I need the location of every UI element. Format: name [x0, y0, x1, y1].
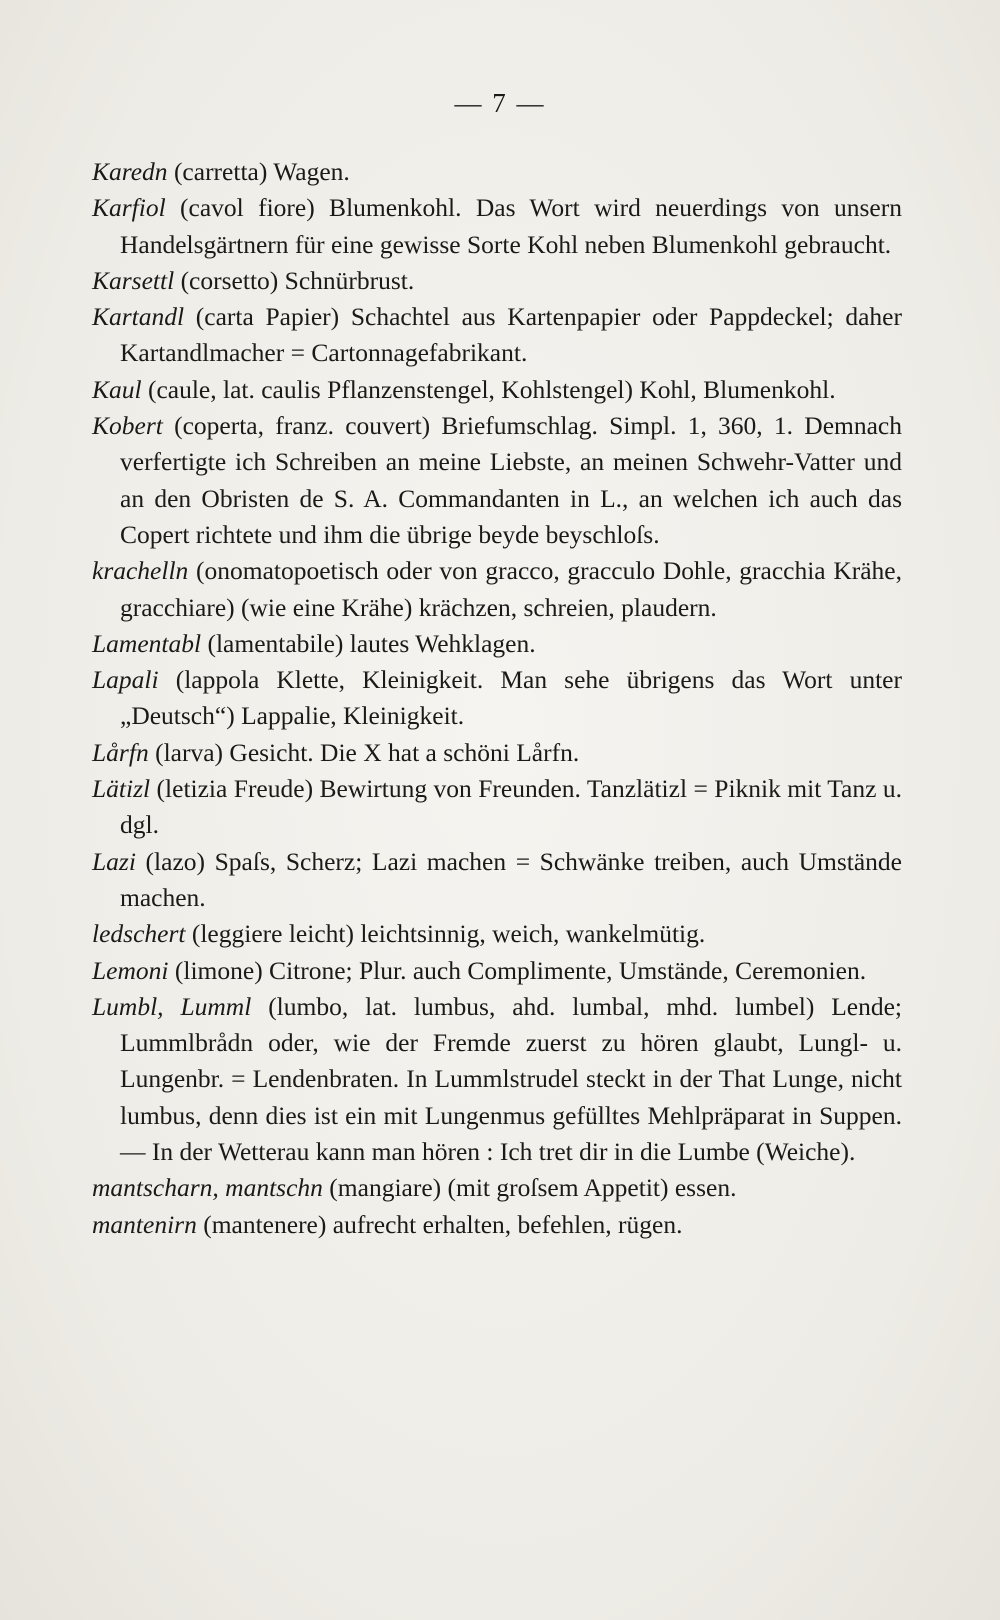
- entry-text: (leggiere leicht) leichtsinnig, weich, wankelmütig.: [185, 919, 706, 949]
- lemma: Karfiol: [92, 193, 166, 223]
- entry-karfiol: [92, 190, 902, 263]
- lemma: Kaul: [92, 374, 142, 404]
- entry-text: (lappola Klette, Kleinigkeit. Man sehe übrigens das Wort unter „Deutsch“) Lappalie, Kleinigkeit.: [120, 665, 902, 731]
- entry-mantscharn: [92, 1170, 902, 1206]
- lemma: Lemoni: [92, 955, 169, 985]
- entry-text: (letizia Freude) Bewirtung von Freunden. Tanzlätizl = Piknik mit Tanz u. dgl.: [120, 774, 902, 840]
- lemma: Karsettl: [92, 265, 175, 295]
- entry-mantenirn: [92, 1207, 902, 1243]
- entry-kobert: [92, 408, 902, 553]
- entry-text: (onomatopoetisch oder von gracco, gracculo Dohle, gracchia Krähe, gracchiare) (wie eine Krähe) krächzen, schreien, plaudern.: [120, 556, 902, 622]
- entry-lapali: [92, 662, 902, 735]
- lemma: Lårfn: [92, 737, 149, 767]
- entry-ledschert: [92, 916, 902, 952]
- lemma: krachelln: [92, 556, 189, 586]
- entry-text: (carta Papier) Schachtel aus Kartenpapier oder Pappdeckel; daher Kartandlmacher = Cartonnagefabrikant.: [120, 302, 902, 368]
- lemma: ledschert: [92, 919, 186, 949]
- entry-karedn: [92, 154, 902, 190]
- entry-lazi: [92, 844, 902, 917]
- lemma: Kobert: [92, 411, 163, 441]
- lemma: Lapali: [92, 665, 159, 695]
- page-number: — 7 —: [454, 88, 546, 118]
- lemma: mantscharn, mantschn: [92, 1173, 323, 1203]
- entry-text: (lamentabile) lautes Wehklagen.: [201, 628, 536, 658]
- entry-latizl: [92, 771, 902, 844]
- entry-text: (lumbo, lat. lumbus, ahd. lumbal, mhd. lumbel) Lende; Lummlbrådn oder, wie der Fremde zuerst zu hören glaubt, Lungl- u. Lungenbr. = Lendenbraten. In Lummlstrudel steckt in der That Lunge, nicht lumbus, denn dies ist ein mit Lungenmus gefülltes Mehlpräparat in Suppen. — In der Wetterau kann man hören : Ich tret dir in die Lumbe (Weiche).: [120, 991, 902, 1167]
- entry-kaul: [92, 372, 902, 408]
- lemma: mantenirn: [92, 1209, 197, 1239]
- entry-text: (caule, lat. caulis Pflanzenstengel, Kohlstengel) Kohl, Blumenkohl.: [141, 374, 836, 404]
- entry-kartandl: [92, 299, 902, 372]
- entry-text: (cavol fiore) Blumenkohl. Das Wort wird neuerdings von unsern Handelsgärtnern für eine gewisse Sorte Kohl neben Blumenkohl gebraucht.: [120, 193, 902, 259]
- entry-karsettl: [92, 263, 902, 299]
- entry-krachelln: [92, 553, 902, 626]
- entry-text: (limone) Citrone; Plur. auch Complimente, Umstände, Ceremonien.: [168, 955, 867, 985]
- lemma: Lazi: [92, 846, 136, 876]
- lemma: Karedn: [92, 157, 168, 186]
- entry-text: (larva) Gesicht. Die X hat a schöni Lårfn.: [148, 737, 580, 767]
- entry-text: (mangiare) (mit groſsem Appetit) essen.: [322, 1173, 737, 1203]
- entry-text: (carretta) Wagen.: [167, 157, 350, 186]
- entry-larfn: [92, 735, 902, 771]
- lemma: Lätizl: [92, 774, 151, 804]
- entry-lamentabl: [92, 626, 902, 662]
- lemma: Lumbl, Lumml: [92, 991, 252, 1021]
- dictionary-entries: [92, 154, 902, 1243]
- lemma: Lamentabl: [92, 628, 202, 658]
- entry-lemoni: [92, 953, 902, 989]
- entry-text: (mantenere) aufrecht erhalten, befehlen, rügen.: [196, 1209, 683, 1239]
- entry-lumbl: [92, 989, 902, 1170]
- entry-text: (coperta, franz. couvert) Briefumschlag. Simpl. 1, 360, 1. Demnach verfertigte ich Schreiben an meine Liebste, an meinen Schwehr-Vatter und an den Obristen de S. A. Commandanten in L., an welchen ich auch das Copert richtete und ihm die übrige beyde beyschloſs.: [120, 411, 902, 549]
- lemma: Kartandl: [92, 302, 185, 332]
- entry-text: (corsetto) Schnürbrust.: [174, 265, 415, 295]
- entry-text: (lazo) Spaſs, Scherz; Lazi machen = Schwänke treiben, auch Umstände machen.: [120, 846, 902, 912]
